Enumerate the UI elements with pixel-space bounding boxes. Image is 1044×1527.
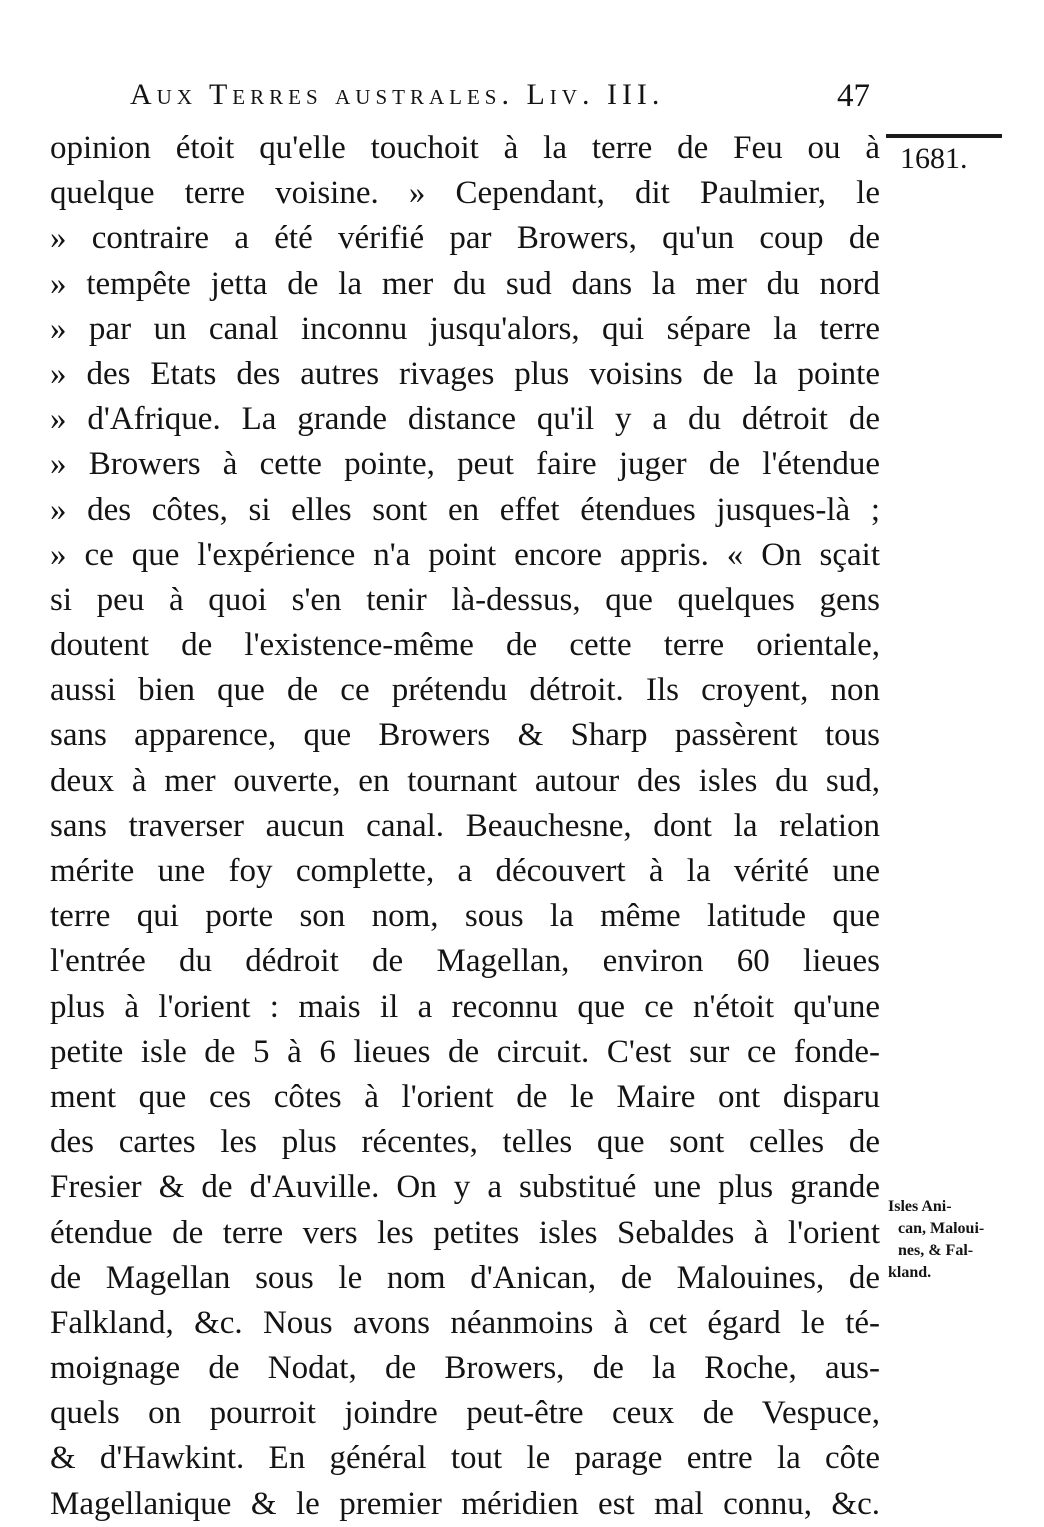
body-text xyxy=(50,126,880,1527)
text-line: ment que ces côtes à l'orient de le Maire ont disparu xyxy=(50,1078,880,1115)
margin-note-line: can, Maloui- xyxy=(898,1220,985,1237)
text-line: plus à l'orient : mais il a reconnu que ce n'étoit qu'une xyxy=(50,988,880,1025)
text-line: » contraire a été vérifié par Browers, qu'un coup de xyxy=(50,220,880,257)
text-line: & d'Hawkint. En général tout le parage entre la côte xyxy=(50,1440,880,1477)
text-line: opinion étoit qu'elle touchoit à la terre de Feu ou à xyxy=(50,130,880,166)
text-line: deux à mer ouverte, en tournant autour des isles du sud, xyxy=(50,762,880,799)
text-line: sans traverser aucun canal. Beauchesne, dont la relation xyxy=(50,807,880,844)
margin-note-line: Isles Ani- xyxy=(888,1198,952,1215)
text-line: mérite une foy complette, a découvert à la vérité une xyxy=(50,853,880,889)
text-line: des cartes les plus récentes, telles que sont celles de xyxy=(50,1124,880,1161)
margin-note-line: nes, & Fal- xyxy=(898,1242,974,1259)
text-line: » des côtes, si elles sont en effet étendues jusques-là ; xyxy=(50,491,880,528)
text-line: quels on pourroit joindre peut-être ceux de Vespuce, xyxy=(50,1395,880,1432)
text-line: doutent de l'existence-même de cette terre orientale, xyxy=(50,627,880,664)
text-line: moignage de Nodat, de Browers, de la Roche, aus- xyxy=(50,1350,880,1387)
text-line: sans apparence, que Browers & Sharp passèrent tous xyxy=(50,717,880,754)
margin-year: 1681. xyxy=(900,142,968,175)
text-line: si peu à quoi s'en tenir là-dessus, que quelques gens xyxy=(50,581,880,618)
text-line: Falkland, &c. Nous avons néanmoins à cet égard le té- xyxy=(50,1304,880,1341)
text-line: aussi bien que de ce prétendu détroit. Ils croyent, non xyxy=(50,672,880,709)
text-line: étendue de terre vers les petites isles Sebaldes à l'orient xyxy=(50,1214,880,1251)
text-line: quelque terre voisine. » Cependant, dit Paulmier, le xyxy=(50,175,880,212)
running-title: Aux Terres australes. Liv. III. xyxy=(130,78,665,111)
text-line: » tempête jetta de la mer du sud dans la mer du nord xyxy=(50,265,880,302)
running-head xyxy=(130,78,870,122)
text-line: Magellanique & le premier méridien est mal connu, &c. xyxy=(50,1485,880,1522)
text-line: » ce que l'expérience n'a point encore appris. « On sçait xyxy=(50,536,880,573)
text-line: » par un canal inconnu jusqu'alors, qui sépare la terre xyxy=(50,310,880,347)
year-rule xyxy=(886,134,1002,138)
text-line: de Magellan sous le nom d'Anican, de Malouines, de xyxy=(50,1259,880,1296)
text-line: terre qui porte son nom, sous la même latitude que xyxy=(50,898,880,935)
text-line: » Browers à cette pointe, peut faire juger de l'étendue xyxy=(50,446,880,483)
text-line: petite isle de 5 à 6 lieues de circuit. C'est sur ce fonde- xyxy=(50,1033,880,1070)
text-line: » d'Afrique. La grande distance qu'il y a du détroit de xyxy=(50,401,880,438)
text-line: Fresier & de d'Auville. On y a substitué une plus grande xyxy=(50,1169,880,1206)
text-line: » des Etats des autres rivages plus voisins de la pointe xyxy=(50,355,880,392)
margin-note-line: kland. xyxy=(888,1264,932,1281)
page-number: 47 xyxy=(837,78,870,114)
text-line: l'entrée du dédroit de Magellan, environ 60 lieues xyxy=(50,943,880,980)
margin-note xyxy=(888,1196,1008,1284)
